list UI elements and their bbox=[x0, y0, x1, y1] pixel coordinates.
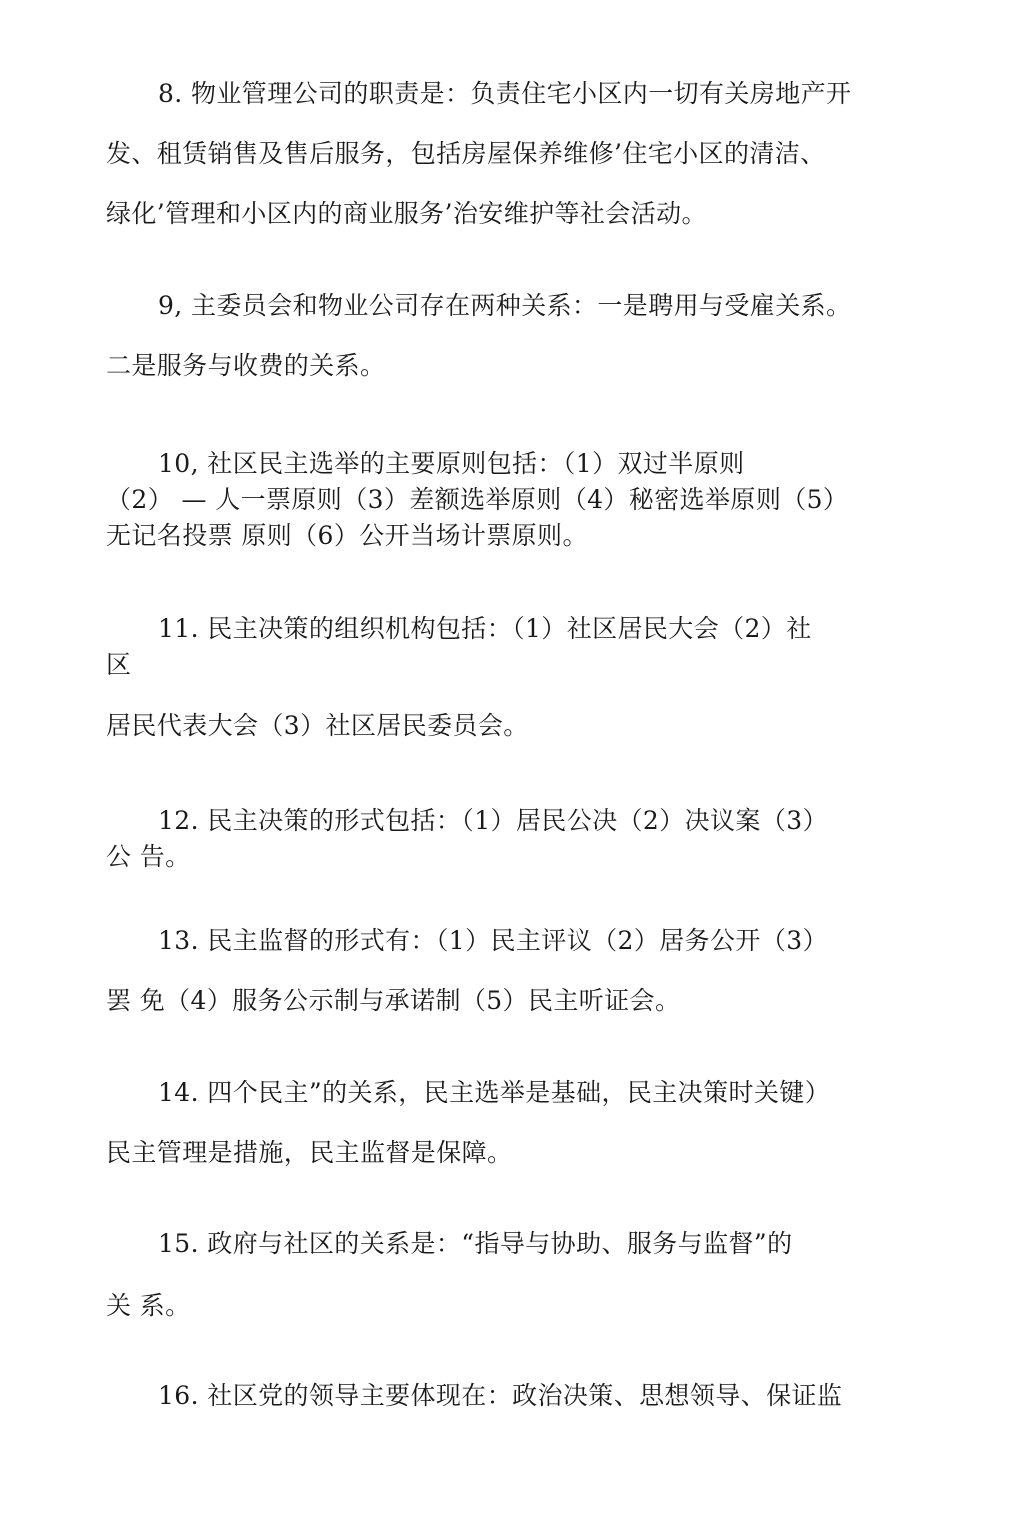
item-10-line-2: （2） — 人一票原则（3）差额选举原则（4）秘密选举原则（5） bbox=[106, 485, 849, 514]
item-15-line-2: 关 系。 bbox=[106, 1291, 191, 1320]
item-16-line-1: 16. 社区党的领导主要体现在：政治决策、思想领导、保证监 bbox=[158, 1381, 843, 1410]
item-12-line-1: 12. 民主决策的形式包括：（1）居民公决（2）决议案（3） bbox=[158, 806, 828, 835]
item-13-line-2: 罢 免（4）服务公示制与承诺制（5）民主听证会。 bbox=[106, 986, 681, 1015]
item-8-line-1: 8. 物业管理公司的职责是：负责住宅小区内一切有关房地产开 bbox=[158, 79, 852, 108]
item-10-line-3: 无记名投票 原则（6）公开当场计票原则。 bbox=[106, 521, 588, 550]
item-15-line-1: 15. 政府与社区的关系是：“指导与协助、服务与监督”的 bbox=[158, 1229, 793, 1258]
item-11-line-3: 居民代表大会（3）社区居民委员会。 bbox=[106, 711, 529, 740]
item-11-line-2: 区 bbox=[106, 650, 132, 679]
item-10-line-1: 10, 社区民主选举的主要原则包括：（1）双过半原则 bbox=[158, 449, 745, 478]
item-14-line-2: 民主管理是措施，民主监督是保障。 bbox=[106, 1138, 513, 1167]
item-9-line-1: 9, 主委员会和物业公司存在两种关系：一是聘用与受雇关系。 bbox=[158, 291, 852, 320]
item-12-line-2: 公 告。 bbox=[106, 842, 191, 871]
item-11-line-1: 11. 民主决策的组织机构包括：（1）社区居民大会（2）社 bbox=[158, 614, 812, 643]
item-14-line-1: 14. 四个民主”的关系，民主选举是基础，民主决策时关键） bbox=[158, 1078, 831, 1107]
item-8-line-2: 发、租赁销售及售后服务，包括房屋保养维修’住宅小区的清洁、 bbox=[106, 139, 826, 168]
item-13-line-1: 13. 民主监督的形式有：（1）民主评议（2）居务公开（3） bbox=[158, 926, 828, 955]
item-9-line-2: 二是服务与收费的关系。 bbox=[106, 351, 386, 380]
item-8-line-3: 绿化’管理和小区内的商业服务’治安维护等社会活动。 bbox=[106, 199, 707, 228]
